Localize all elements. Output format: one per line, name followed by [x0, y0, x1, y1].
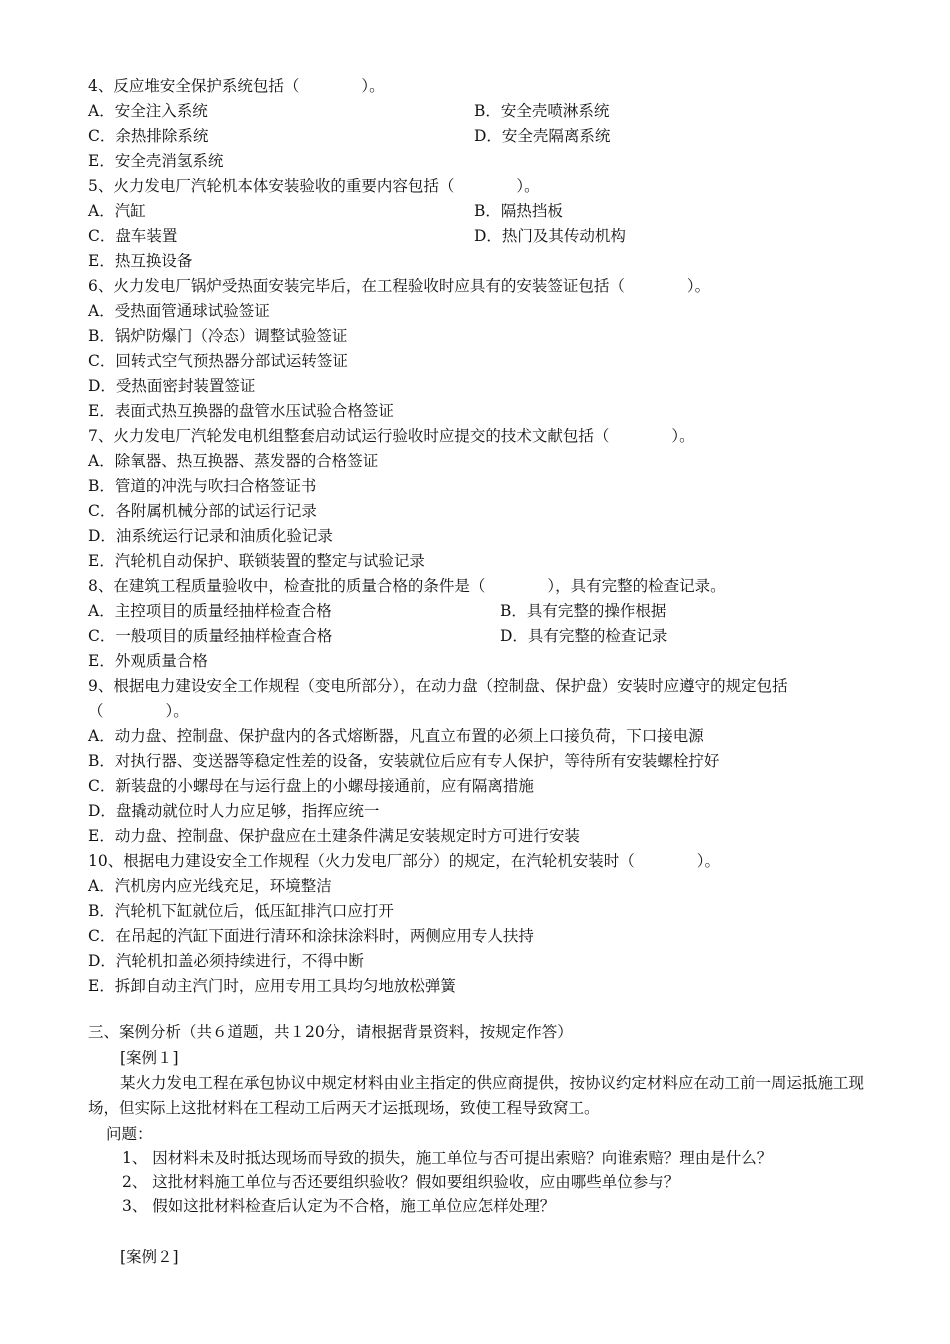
- question-7-option-b: B．管道的冲洗与吹扫合格签证书: [88, 477, 317, 495]
- question-4-option-b: B．安全壳喷淋系统: [474, 102, 610, 120]
- question-8-option-c: C．一般项目的质量经抽样检查合格: [88, 627, 333, 645]
- question-9-option-e: E．动力盘、控制盘、保护盘应在土建条件满足安装规定时方可进行安装: [88, 827, 580, 845]
- question-7-option-c: C．各附属机械分部的试运行记录: [88, 502, 317, 520]
- question-6-option-b: B．锅炉防爆门（冷态）调整试验签证: [88, 327, 348, 345]
- question-8-option-a: A．主控项目的质量经抽样检查合格: [88, 602, 332, 620]
- question-6-option-a: A．受热面管通球试验签证: [88, 302, 270, 320]
- case-1-question-3: 3、 假如这批材料检查后认定为不合格，施工单位应怎样处理？: [122, 1197, 556, 1215]
- case-2-title: [案例２]: [120, 1248, 179, 1266]
- question-10-option-b: B．汽轮机下缸就位后，低压缸排汽口应打开: [88, 902, 394, 920]
- question-9-stem-continued: （ ）。: [88, 702, 189, 720]
- question-10-option-d: D．汽轮机扣盖必须持续进行，不得中断: [88, 952, 364, 970]
- case-1-background: 某火力发电工程在承包协议中规定材料由业主指定的供应商提供，按协议约定材料应在动工前一周运抵施工现场，但实际上这批材料在工程动工后两天才运抵现场，致使工程导致窝工。: [88, 1074, 865, 1117]
- question-4-option-a: A．安全注入系统: [88, 102, 208, 120]
- question-9-stem: 9、根据电力建设安全工作规程（变电所部分），在动力盘（控制盘、保护盘）安装时应遵守的规定包括: [88, 677, 788, 695]
- questions-label: 问题：: [106, 1125, 153, 1143]
- question-5-option-b: B．隔热挡板: [474, 202, 563, 220]
- question-4-stem: 4、反应堆安全保护系统包括（ ）。: [88, 77, 385, 95]
- question-8-stem: 8、在建筑工程质量验收中，检查批的质量合格的条件是（ ），具有完整的检查记录。: [88, 577, 726, 595]
- question-5-option-d: D．热门及其传动机构: [474, 227, 626, 245]
- question-6-option-c: C．回转式空气预热器分部试运转签证: [88, 352, 348, 370]
- question-5-option-e: E．热互换设备: [88, 252, 193, 270]
- question-4-option-d: D．安全壳隔离系统: [474, 127, 611, 145]
- question-9-option-c: C．新装盘的小螺母在与运行盘上的小螺母接通前，应有隔离措施: [88, 777, 534, 795]
- question-4-option-c: C．余热排除系统: [88, 127, 209, 145]
- question-10-option-a: A．汽机房内应光线充足，环境整洁: [88, 877, 332, 895]
- question-5-stem: 5、火力发电厂汽轮机本体安装验收的重要内容包括（ ）。: [88, 177, 540, 195]
- section-3-heading: 三、案例分析（共６道题，共１20分，请根据背景资料，按规定作答）: [88, 1023, 573, 1041]
- question-8-option-d: D．具有完整的检查记录: [500, 627, 668, 645]
- case-1-question-1: 1、 因材料未及时抵达现场而导致的损失，施工单位与否可提出索赔？向谁索赔？理由是什么？: [122, 1149, 773, 1167]
- question-8-option-e: E．外观质量合格: [88, 652, 208, 670]
- question-9-option-a: A．动力盘、控制盘、保护盘内的各式熔断器，凡直立布置的必须上口接负荷，下口接电源: [88, 727, 704, 745]
- question-5-option-c: C．盘车装置: [88, 227, 178, 245]
- case-1-question-2: 2、 这批材料施工单位与否还要组织验收？假如要组织验收，应由哪些单位参与？: [122, 1173, 680, 1191]
- question-9-option-b: B．对执行器、变送器等稳定性差的设备，安装就位后应有专人保护，等待所有安装螺栓拧好: [88, 752, 720, 770]
- question-6-stem: 6、火力发电厂锅炉受热面安装完毕后，在工程验收时应具有的安装签证包括（ ）。: [88, 277, 711, 295]
- question-10-stem: 10、根据电力建设安全工作规程（火力发电厂部分）的规定，在汽轮机安装时（ ）。: [88, 852, 720, 870]
- case-1-title: [案例１]: [120, 1049, 179, 1067]
- question-10-option-e: E．拆卸自动主汽门时，应用专用工具均匀地放松弹簧: [88, 977, 456, 995]
- question-9-option-d: D．盘撬动就位时人力应足够，指挥应统一: [88, 802, 380, 820]
- question-6-option-e: E．表面式热互换器的盘管水压试验合格签证: [88, 402, 394, 420]
- question-8-option-b: B．具有完整的操作根据: [500, 602, 667, 620]
- question-6-option-d: D．受热面密封装置签证: [88, 377, 256, 395]
- question-4-option-e: E．安全壳消氢系统: [88, 152, 224, 170]
- question-10-option-c: C．在吊起的汽缸下面进行清环和涂抹涂料时，两侧应用专人扶持: [88, 927, 534, 945]
- question-7-option-e: E．汽轮机自动保护、联锁装置的整定与试验记录: [88, 552, 425, 570]
- question-5-option-a: A．汽缸: [88, 202, 146, 220]
- question-7-stem: 7、火力发电厂汽轮发电机组整套启动试运行验收时应提交的技术文献包括（ ）。: [88, 427, 695, 445]
- question-7-option-a: A．除氧器、热互换器、蒸发器的合格签证: [88, 452, 379, 470]
- question-7-option-d: D．油系统运行记录和油质化验记录: [88, 527, 333, 545]
